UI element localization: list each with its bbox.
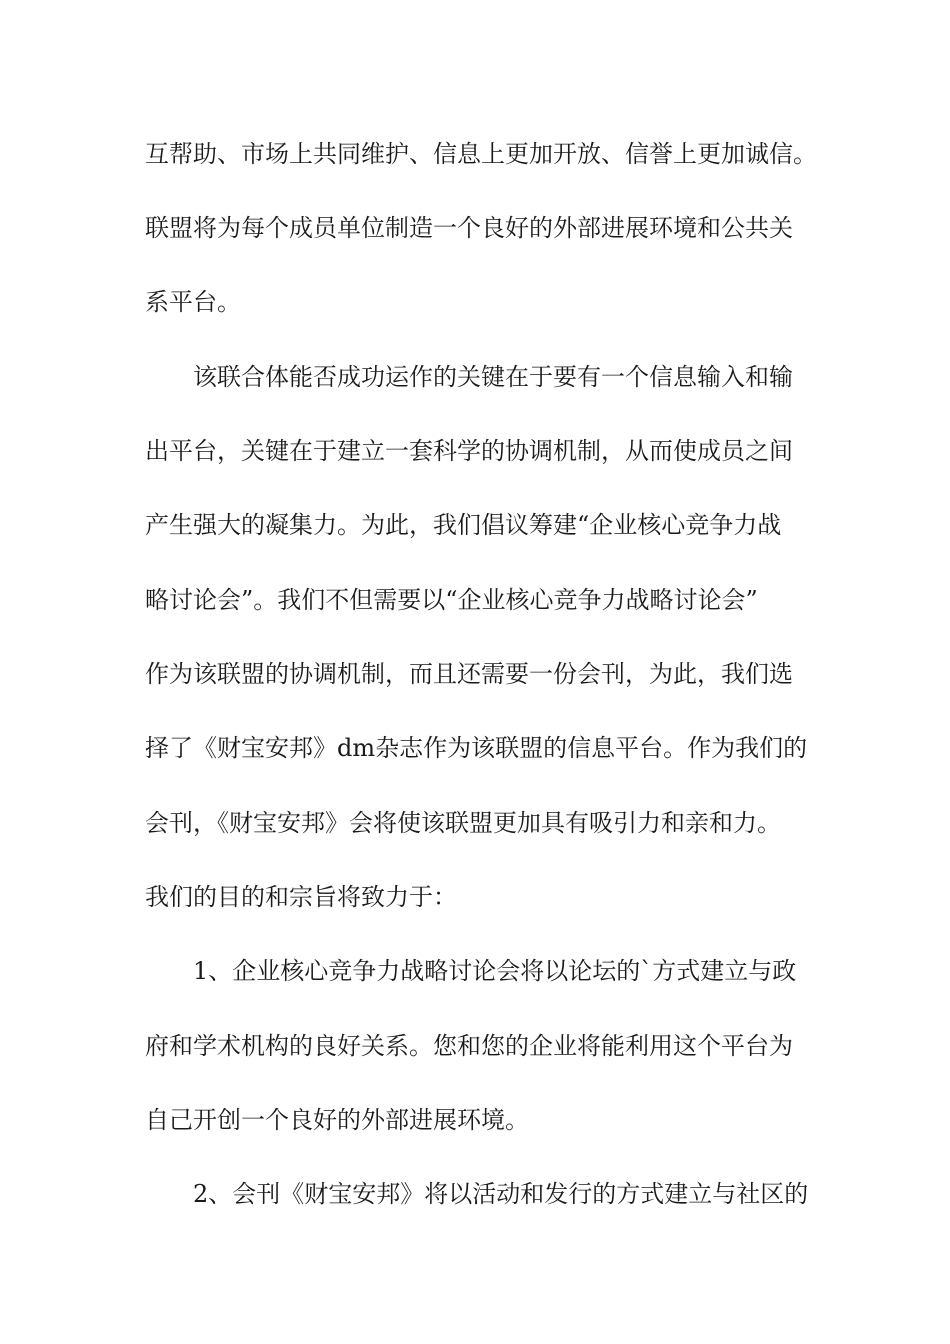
text-line: 我们的目的和宗旨将致力于： [145,883,457,911]
list-item-2-line: 2、会刊《财宝安邦》将以活动和发行的方式建立与社区的 [193,1180,809,1208]
text-line: 会刊，《财宝安邦》会将使该联盟更加具有吸引力和亲和力。 [145,809,781,837]
text-line: 联盟将为每个成员单位制造一个良好的外部进展环境和公共关 [145,214,793,242]
list-item-1-line: 1、企业核心竞争力战略讨论会将以论坛的`方式建立与政 [193,957,797,985]
text-line: 系平台。 [145,288,241,316]
paragraph-start-line: 该联合体能否成功运作的关键在于要有一个信息输入和输 [193,363,793,391]
text-line: 略讨论会”。我们不但需要以“企业核心竞争力战略讨论会” [145,586,758,614]
text-line: 出平台，关键在于建立一套科学的协调机制，从而使成员之间 [145,437,793,465]
text-line: 产生强大的凝集力。为此，我们倡议筹建“企业核心竞争力战 [145,511,782,539]
text-line: 择了《财宝安邦》dm杂志作为该联盟的信息平台。作为我们的 [145,734,808,762]
text-line: 自己开创一个良好的外部进展环境。 [145,1106,529,1134]
text-line: 互帮助、市场上共同维护、信息上更加开放、信誉上更加诚信。 [145,140,817,168]
text-line: 府和学术机构的良好关系。您和您的企业将能利用这个平台为 [145,1032,793,1060]
text-line: 作为该联盟的协调机制，而且还需要一份会刊，为此，我们选 [145,660,793,688]
